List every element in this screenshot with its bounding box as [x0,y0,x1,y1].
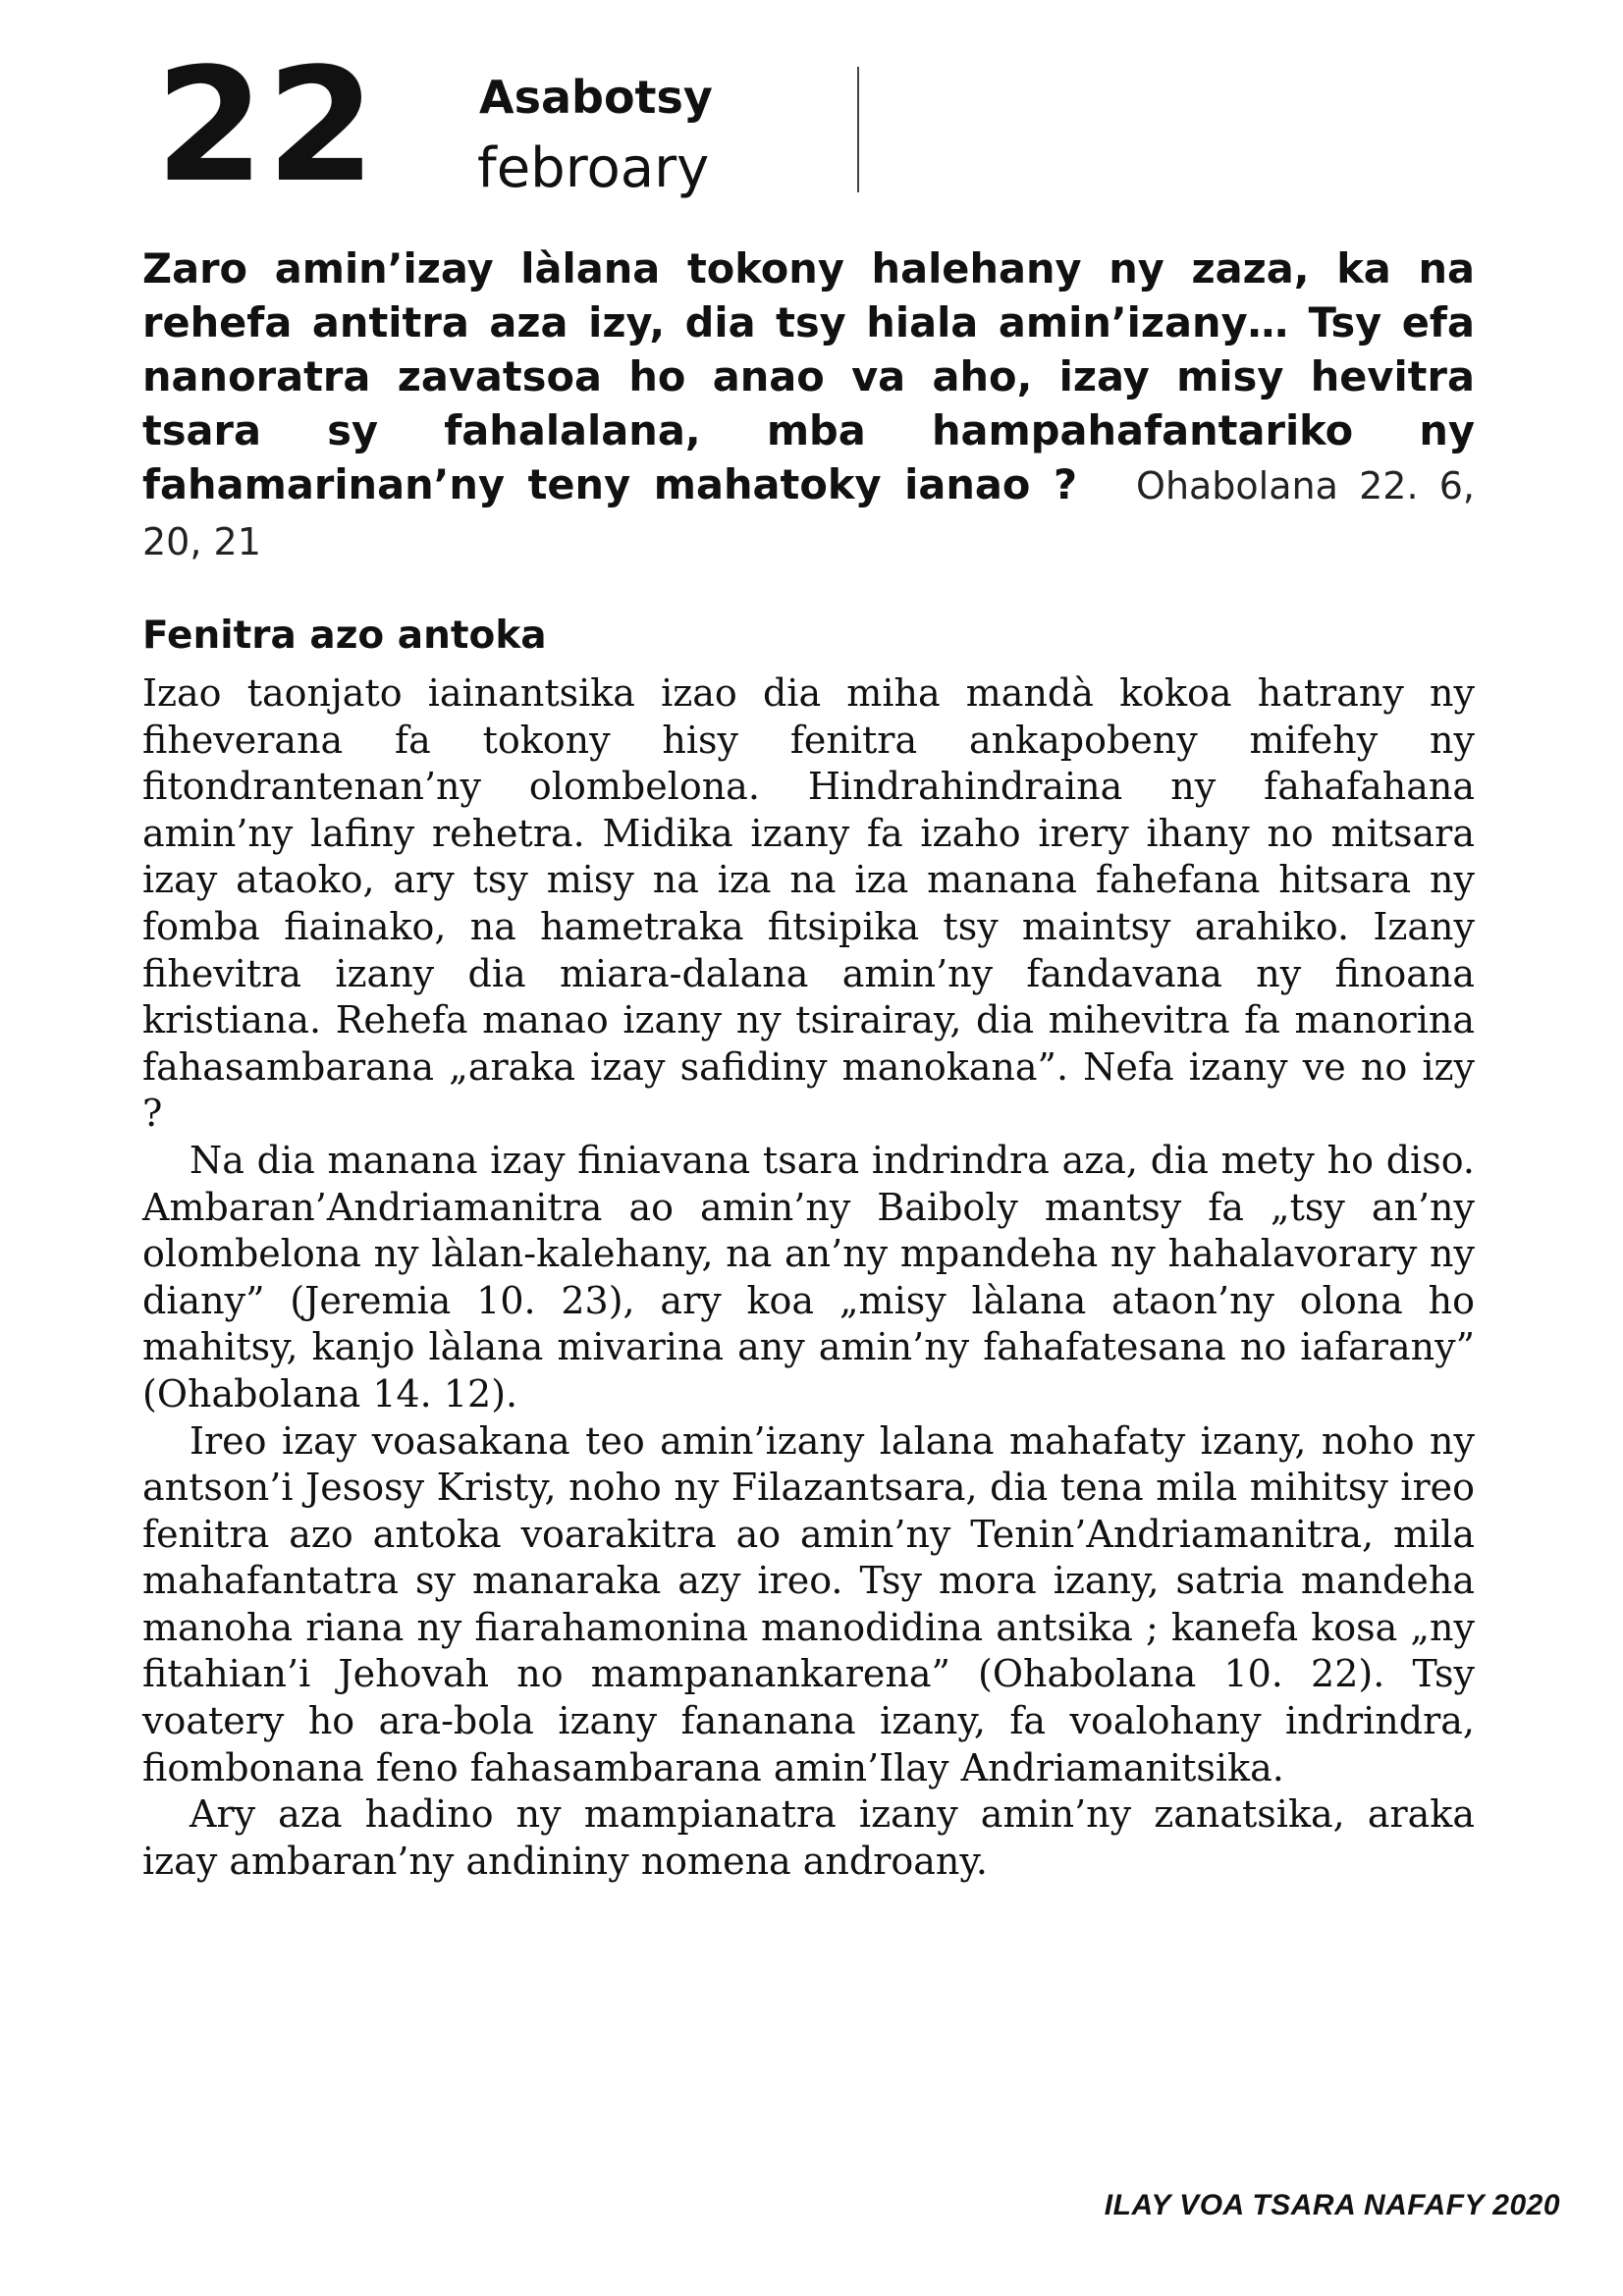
paragraph: Izao taonjato iainantsika izao dia miha mandà kokoa hatrany ny fiheverana fa tokony hisy fenitra ankapobeny mifehy ny fitondrantenan’ny olombelona. Hindrahindraina ny fahafahana amin’ny lafiny rehetra. Midika izany fa izaho irery ihany no mitsara izay ataoko, ary tsy misy na iza na iza manana fahefana hitsara ny fomba fiainako, na hametraka fitsipika tsy maintsy arahiko. Izany fihevitra izany dia miara-dalana amin’ny fandavana ny finoana kristiana. Rehefa manao izany ny tsirairay, dia mihevitra fa manorina fahasambarana „araka izay safidiny manokana”. Nefa izany ve no izy ? [142,671,1475,1136]
section-title: Fenitra azo antoka [142,614,547,658]
body-text [142,670,1475,1885]
paragraph: Na dia manana izay finiavana tsara indrindra aza, dia mety ho diso. Ambaran’Andriamanitra ao amin’ny Baiboly mantsy fa „tsy an’ny olombelona ny làlan-kalehany, na an’ny mpandeha ny hahalavorary ny diany” (Jeremia 10. 23), ary koa „misy làlana ataon’ny olona ho mahitsy, kanjo làlana mivarina any amin’ny fahafatesana no iafarany” (Ohabolana 14. 12). [142,1138,1475,1415]
month-label: febroary [477,136,710,200]
verse-reference: Ohabolana 22. 6, 20, 21 [142,464,1475,563]
publication-footer: ILAY VOA TSARA NAFAFY 2020 [1104,2189,1560,2221]
paragraph: Ireo izay voasakana teo amin’izany lalana mahafaty izany, noho ny antson’i Jesosy Kristy, noho ny Filazantsara, dia tena mila mihitsy ireo fenitra azo antoka voarakitra ao amin’ny Tenin’Andriamanitra, mila mahafantatra sy manaraka azy ireo. Tsy mora izany, satria mandeha manoha riana ny fiarahamonina manodidina antsika ; kanefa kosa „ny fitahian’i Jehovah no mampanankarena” (Ohabolana 10. 22). Tsy voatery ho ara-bola izany fananana izany, fa voalohany indrindra, fiombonana feno fahasambarana amin’Ilay Andriamanitsika. [142,1418,1475,1789]
header-divider [857,67,859,192]
weekday-label: Asabotsy [479,71,713,124]
date-number: 22 [155,33,378,217]
daily-verse [142,241,1475,569]
verse-text: Zaro amin’izay làlana tokony halehany ny zaza, ka na rehefa antitra aza izy, dia tsy hiala amin’izany… Tsy efa nanoratra zavatsoa ho anao va aho, izay misy hevitra tsara sy fahalalana, mba hampahafantariko ny fahamarinan’ny teny mahatoky ianao ? [142,244,1475,508]
paragraph: Ary aza hadino ny mampianatra izany amin’ny zanatsika, araka izay ambaran’ny andininy nomena androany. [142,1792,1475,1883]
